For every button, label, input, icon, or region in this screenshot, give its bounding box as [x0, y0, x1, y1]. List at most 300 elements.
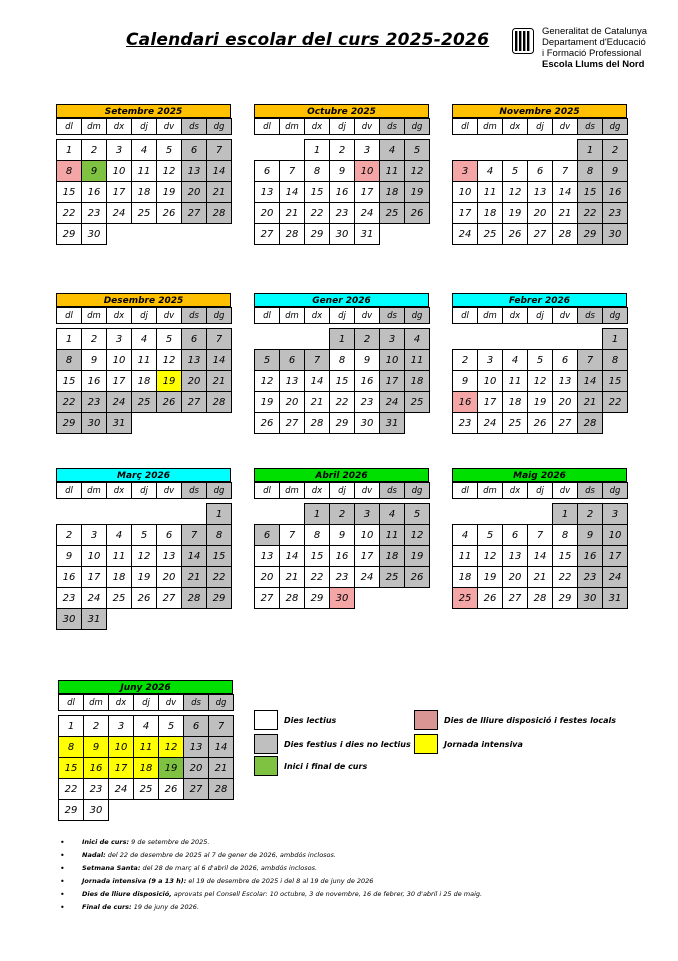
day-cell: 21 [552, 202, 578, 224]
month-grid [452, 118, 627, 244]
day-cell: 24 [81, 587, 107, 609]
day-cell: 27 [552, 412, 578, 434]
day-cell: 19 [404, 545, 430, 567]
day-cell: 29 [304, 587, 330, 609]
day-cell: 30 [602, 223, 628, 245]
note-item [60, 888, 482, 901]
day-cell: 14 [181, 545, 207, 567]
month-grid [58, 694, 233, 820]
month-calendar [254, 468, 429, 608]
weekday-header: dj [527, 118, 553, 135]
day-cell: 26 [156, 391, 182, 413]
day-cell: 20 [181, 181, 207, 203]
day-cell: 19 [131, 566, 157, 588]
day-cell: 12 [527, 370, 553, 392]
logo-line-1: Generalitat de Catalunya [542, 26, 648, 37]
day-cell: 19 [254, 391, 280, 413]
day-cell: 14 [208, 736, 234, 758]
day-cell: 22 [304, 566, 330, 588]
day-cell: 8 [56, 349, 82, 371]
day-cell: 10 [379, 349, 405, 371]
day-cell: 5 [131, 524, 157, 546]
day-cell: 24 [477, 412, 503, 434]
day-cell: 2 [56, 524, 82, 546]
day-cell: 19 [404, 181, 430, 203]
day-cell: 21 [279, 202, 305, 224]
day-cell: 26 [254, 412, 280, 434]
day-cell: 7 [304, 349, 330, 371]
day-cell: 18 [133, 757, 159, 779]
day-cell: 6 [254, 524, 280, 546]
legend [254, 710, 634, 790]
month-calendar [452, 104, 627, 244]
day-cell: 10 [106, 349, 132, 371]
day-cell: 6 [527, 160, 553, 182]
day-cell: 15 [58, 757, 84, 779]
month-title: Maig 2026 [452, 468, 627, 482]
day-cell: 13 [254, 181, 280, 203]
day-cell: 6 [181, 139, 207, 161]
day-cell: 9 [81, 160, 107, 182]
day-cell: 3 [108, 715, 134, 737]
legend-label: Dies de lliure disposició i festes locals [444, 715, 616, 725]
day-cell: 17 [354, 181, 380, 203]
weekday-header: dv [354, 307, 380, 324]
day-cell: 17 [81, 566, 107, 588]
weekday-header: dv [552, 482, 578, 499]
day-cell: 1 [304, 503, 330, 525]
day-cell: 26 [156, 202, 182, 224]
note-item [60, 849, 482, 862]
day-cell: 17 [379, 370, 405, 392]
day-cell: 27 [254, 587, 280, 609]
day-cell: 2 [452, 349, 478, 371]
day-cell: 16 [329, 181, 355, 203]
weekday-header: dx [304, 482, 330, 499]
day-cell: 10 [81, 545, 107, 567]
day-cell: 10 [354, 160, 380, 182]
day-cell: 13 [279, 370, 305, 392]
weekday-header: dl [254, 307, 280, 324]
day-cell: 7 [206, 328, 232, 350]
day-cell: 27 [183, 778, 209, 800]
month-title: Setembre 2025 [56, 104, 231, 118]
day-cell: 30 [329, 587, 355, 609]
day-cell: 18 [106, 566, 132, 588]
note-item [60, 901, 482, 914]
day-cell: 13 [527, 181, 553, 203]
weekday-header: dj [133, 694, 159, 711]
day-cell: 26 [131, 587, 157, 609]
notes-list [60, 836, 482, 914]
month-title: Febrer 2026 [452, 293, 627, 307]
weekday-header: dx [106, 482, 132, 499]
day-cell: 8 [206, 524, 232, 546]
weekday-header: dj [131, 482, 157, 499]
day-cell: 21 [181, 566, 207, 588]
day-cell: 5 [502, 160, 528, 182]
day-cell: 24 [602, 566, 628, 588]
weekday-header: dx [502, 307, 528, 324]
weekday-header: dm [279, 118, 305, 135]
day-cell: 14 [304, 370, 330, 392]
note-text: el 19 de desembre de 2025 i del 8 al 19 de juny de 2026 [186, 877, 374, 885]
weekday-header: dj [527, 482, 553, 499]
month-calendar [254, 104, 429, 244]
day-cell: 27 [156, 587, 182, 609]
day-cell: 16 [329, 545, 355, 567]
day-cell: 12 [156, 349, 182, 371]
weekday-header: dv [156, 118, 182, 135]
day-cell: 19 [477, 566, 503, 588]
legend-item-lectius [254, 710, 336, 730]
day-cell: 20 [502, 566, 528, 588]
weekday-header: dl [254, 118, 280, 135]
weekday-header: ds [379, 482, 405, 499]
day-cell: 26 [404, 202, 430, 224]
day-cell: 13 [502, 545, 528, 567]
day-cell: 5 [404, 503, 430, 525]
day-cell: 17 [602, 545, 628, 567]
day-cell: 22 [206, 566, 232, 588]
day-cell: 9 [602, 160, 628, 182]
day-cell: 19 [156, 370, 182, 392]
day-cell: 30 [577, 587, 603, 609]
day-cell: 24 [106, 202, 132, 224]
month-calendar [452, 293, 627, 433]
day-cell: 25 [502, 412, 528, 434]
legend-item-lliure [414, 710, 616, 730]
legend-swatch-green [254, 756, 278, 776]
day-cell: 29 [56, 223, 82, 245]
day-cell: 18 [452, 566, 478, 588]
note-label: Dies de lliure disposició, [82, 890, 172, 898]
day-cell: 23 [81, 202, 107, 224]
day-cell: 21 [206, 181, 232, 203]
day-cell: 14 [527, 545, 553, 567]
note-text: del 28 de març al 6 d'abril de 2026, ambdós inclosos. [140, 864, 318, 872]
day-cell: 11 [404, 349, 430, 371]
weekday-header: dv [354, 118, 380, 135]
day-cell: 11 [131, 160, 157, 182]
logo-line-2: Departament d'Educació [542, 37, 646, 48]
month-calendar [56, 293, 231, 433]
day-cell: 25 [133, 778, 159, 800]
day-cell: 12 [404, 160, 430, 182]
day-cell: 20 [279, 391, 305, 413]
weekday-header: dx [108, 694, 134, 711]
school-name: Escola Llums del Nord [542, 59, 645, 70]
legend-item-intensiva [414, 734, 523, 754]
weekday-header: dv [552, 118, 578, 135]
day-cell: 13 [156, 545, 182, 567]
weekday-header: dg [206, 307, 232, 324]
day-cell: 24 [354, 202, 380, 224]
day-cell: 2 [81, 139, 107, 161]
day-cell: 17 [108, 757, 134, 779]
day-cell: 15 [206, 545, 232, 567]
day-cell: 21 [208, 757, 234, 779]
day-cell: 4 [131, 328, 157, 350]
day-cell: 30 [329, 223, 355, 245]
weekday-header: dm [81, 307, 107, 324]
weekday-header: ds [379, 307, 405, 324]
weekday-header: dg [206, 482, 232, 499]
weekday-header: dx [106, 118, 132, 135]
day-cell: 26 [527, 412, 553, 434]
weekday-header: dl [56, 307, 82, 324]
day-cell: 9 [329, 524, 355, 546]
day-cell: 25 [131, 391, 157, 413]
day-cell: 11 [452, 545, 478, 567]
day-cell: 31 [354, 223, 380, 245]
day-cell: 19 [502, 202, 528, 224]
day-cell: 25 [379, 566, 405, 588]
weekday-header: dm [83, 694, 109, 711]
day-cell: 11 [379, 160, 405, 182]
weekday-header: dv [156, 307, 182, 324]
day-cell: 7 [279, 524, 305, 546]
day-cell: 4 [477, 160, 503, 182]
day-cell: 6 [502, 524, 528, 546]
weekday-header: ds [577, 307, 603, 324]
month-title: Juny 2026 [58, 680, 233, 694]
day-cell: 6 [254, 160, 280, 182]
day-cell: 4 [452, 524, 478, 546]
weekday-header: dm [477, 307, 503, 324]
weekday-header: dx [304, 118, 330, 135]
weekday-header: ds [183, 694, 209, 711]
day-cell: 13 [183, 736, 209, 758]
weekday-header: ds [379, 118, 405, 135]
weekday-header: dj [131, 307, 157, 324]
day-cell: 7 [279, 160, 305, 182]
day-cell: 23 [56, 587, 82, 609]
day-cell: 9 [452, 370, 478, 392]
day-cell: 2 [577, 503, 603, 525]
day-cell: 14 [206, 349, 232, 371]
day-cell: 16 [83, 757, 109, 779]
day-cell: 7 [206, 139, 232, 161]
weekday-header: dl [56, 482, 82, 499]
day-cell: 9 [329, 160, 355, 182]
day-cell: 4 [133, 715, 159, 737]
day-cell: 12 [477, 545, 503, 567]
logo-line-3: i Formació Professional [542, 48, 642, 59]
month-title: Octubre 2025 [254, 104, 429, 118]
day-cell: 27 [254, 223, 280, 245]
weekday-header: dj [131, 118, 157, 135]
day-cell: 2 [329, 503, 355, 525]
day-cell: 14 [279, 545, 305, 567]
day-cell: 23 [452, 412, 478, 434]
note-item [60, 836, 482, 849]
day-cell: 10 [354, 524, 380, 546]
day-cell: 5 [404, 139, 430, 161]
day-cell: 26 [502, 223, 528, 245]
weekday-header: ds [181, 482, 207, 499]
day-cell: 27 [181, 202, 207, 224]
note-label: Jornada intensiva (9 a 13 h): [82, 877, 187, 885]
day-cell: 28 [577, 412, 603, 434]
day-cell: 7 [527, 524, 553, 546]
legend-swatch-white [254, 710, 278, 730]
day-cell: 28 [304, 412, 330, 434]
day-cell: 1 [552, 503, 578, 525]
note-item [60, 862, 482, 875]
day-cell: 28 [527, 587, 553, 609]
day-cell: 17 [477, 391, 503, 413]
day-cell: 15 [56, 370, 82, 392]
weekday-header: ds [577, 118, 603, 135]
day-cell: 22 [552, 566, 578, 588]
day-cell: 20 [552, 391, 578, 413]
day-cell: 15 [577, 181, 603, 203]
day-cell: 11 [502, 370, 528, 392]
page-title: Calendari escolar del curs 2025-2026 [126, 30, 490, 50]
day-cell: 4 [379, 503, 405, 525]
month-calendar [56, 104, 231, 244]
day-cell: 22 [577, 202, 603, 224]
day-cell: 30 [81, 223, 107, 245]
day-cell: 16 [354, 370, 380, 392]
day-cell: 13 [254, 545, 280, 567]
weekday-header: dv [552, 307, 578, 324]
day-cell: 28 [206, 391, 232, 413]
day-cell: 12 [404, 524, 430, 546]
day-cell: 21 [527, 566, 553, 588]
weekday-header: dx [106, 307, 132, 324]
day-cell: 11 [106, 545, 132, 567]
weekday-header: dg [602, 307, 628, 324]
note-label: Final de curs: [82, 903, 132, 911]
day-cell: 3 [106, 328, 132, 350]
day-cell: 24 [452, 223, 478, 245]
day-cell: 27 [527, 223, 553, 245]
day-cell: 1 [58, 715, 84, 737]
day-cell: 1 [206, 503, 232, 525]
weekday-header: dj [329, 307, 355, 324]
day-cell: 31 [379, 412, 405, 434]
weekday-header: dg [404, 307, 430, 324]
day-cell: 20 [181, 370, 207, 392]
day-cell: 3 [81, 524, 107, 546]
month-title: Gener 2026 [254, 293, 429, 307]
day-cell: 26 [158, 778, 184, 800]
day-cell: 12 [158, 736, 184, 758]
legend-swatch-gray [254, 734, 278, 754]
day-cell: 6 [183, 715, 209, 737]
day-cell: 25 [131, 202, 157, 224]
day-cell: 1 [56, 139, 82, 161]
day-cell: 8 [329, 349, 355, 371]
day-cell: 30 [83, 799, 109, 821]
day-cell: 29 [577, 223, 603, 245]
day-cell: 31 [81, 608, 107, 630]
day-cell: 4 [502, 349, 528, 371]
day-cell: 1 [56, 328, 82, 350]
day-cell: 13 [181, 349, 207, 371]
day-cell: 26 [404, 566, 430, 588]
note-text: aprovats pel Consell Escolar: 10 octubre, 3 de novembre, 16 de febrer, 30 d'abril i 25 de maig. [171, 890, 483, 898]
month-title: Desembre 2025 [56, 293, 231, 307]
day-cell: 4 [404, 328, 430, 350]
day-cell: 11 [379, 524, 405, 546]
month-calendar [56, 468, 231, 629]
day-cell: 3 [354, 139, 380, 161]
weekday-header: dg [404, 482, 430, 499]
weekday-header: ds [181, 118, 207, 135]
day-cell: 8 [58, 736, 84, 758]
day-cell: 16 [81, 370, 107, 392]
day-cell: 12 [131, 545, 157, 567]
day-cell: 17 [354, 545, 380, 567]
weekday-header: dx [502, 118, 528, 135]
day-cell: 7 [208, 715, 234, 737]
day-cell: 15 [304, 545, 330, 567]
day-cell: 11 [133, 736, 159, 758]
day-cell: 14 [206, 160, 232, 182]
day-cell: 7 [552, 160, 578, 182]
day-cell: 22 [304, 202, 330, 224]
day-cell: 15 [304, 181, 330, 203]
day-cell: 2 [329, 139, 355, 161]
day-cell: 15 [552, 545, 578, 567]
day-cell: 19 [158, 757, 184, 779]
month-grid [452, 307, 627, 433]
day-cell: 2 [354, 328, 380, 350]
day-cell: 9 [577, 524, 603, 546]
day-cell: 22 [56, 202, 82, 224]
day-cell: 29 [304, 223, 330, 245]
day-cell: 25 [477, 223, 503, 245]
day-cell: 15 [329, 370, 355, 392]
day-cell: 15 [602, 370, 628, 392]
day-cell: 18 [379, 181, 405, 203]
weekday-header: dv [158, 694, 184, 711]
month-grid [254, 307, 429, 433]
day-cell: 29 [552, 587, 578, 609]
note-item [60, 875, 482, 888]
day-cell: 6 [181, 328, 207, 350]
day-cell: 10 [602, 524, 628, 546]
day-cell: 21 [279, 566, 305, 588]
month-title: Novembre 2025 [452, 104, 627, 118]
day-cell: 22 [56, 391, 82, 413]
day-cell: 20 [527, 202, 553, 224]
day-cell: 23 [329, 566, 355, 588]
month-title: Abril 2026 [254, 468, 429, 482]
weekday-header: dm [477, 118, 503, 135]
legend-label: Jornada intensiva [444, 739, 523, 749]
weekday-header: dv [354, 482, 380, 499]
note-label: Nadal: [82, 851, 106, 859]
day-cell: 20 [254, 566, 280, 588]
day-cell: 18 [131, 370, 157, 392]
day-cell: 28 [181, 587, 207, 609]
weekday-header: dm [279, 307, 305, 324]
day-cell: 12 [156, 160, 182, 182]
day-cell: 12 [502, 181, 528, 203]
day-cell: 16 [452, 391, 478, 413]
weekday-header: dl [254, 482, 280, 499]
legend-label: Inici i final de curs [284, 761, 368, 771]
day-cell: 13 [181, 160, 207, 182]
day-cell: 4 [379, 139, 405, 161]
day-cell: 1 [329, 328, 355, 350]
day-cell: 21 [206, 370, 232, 392]
day-cell: 9 [354, 349, 380, 371]
